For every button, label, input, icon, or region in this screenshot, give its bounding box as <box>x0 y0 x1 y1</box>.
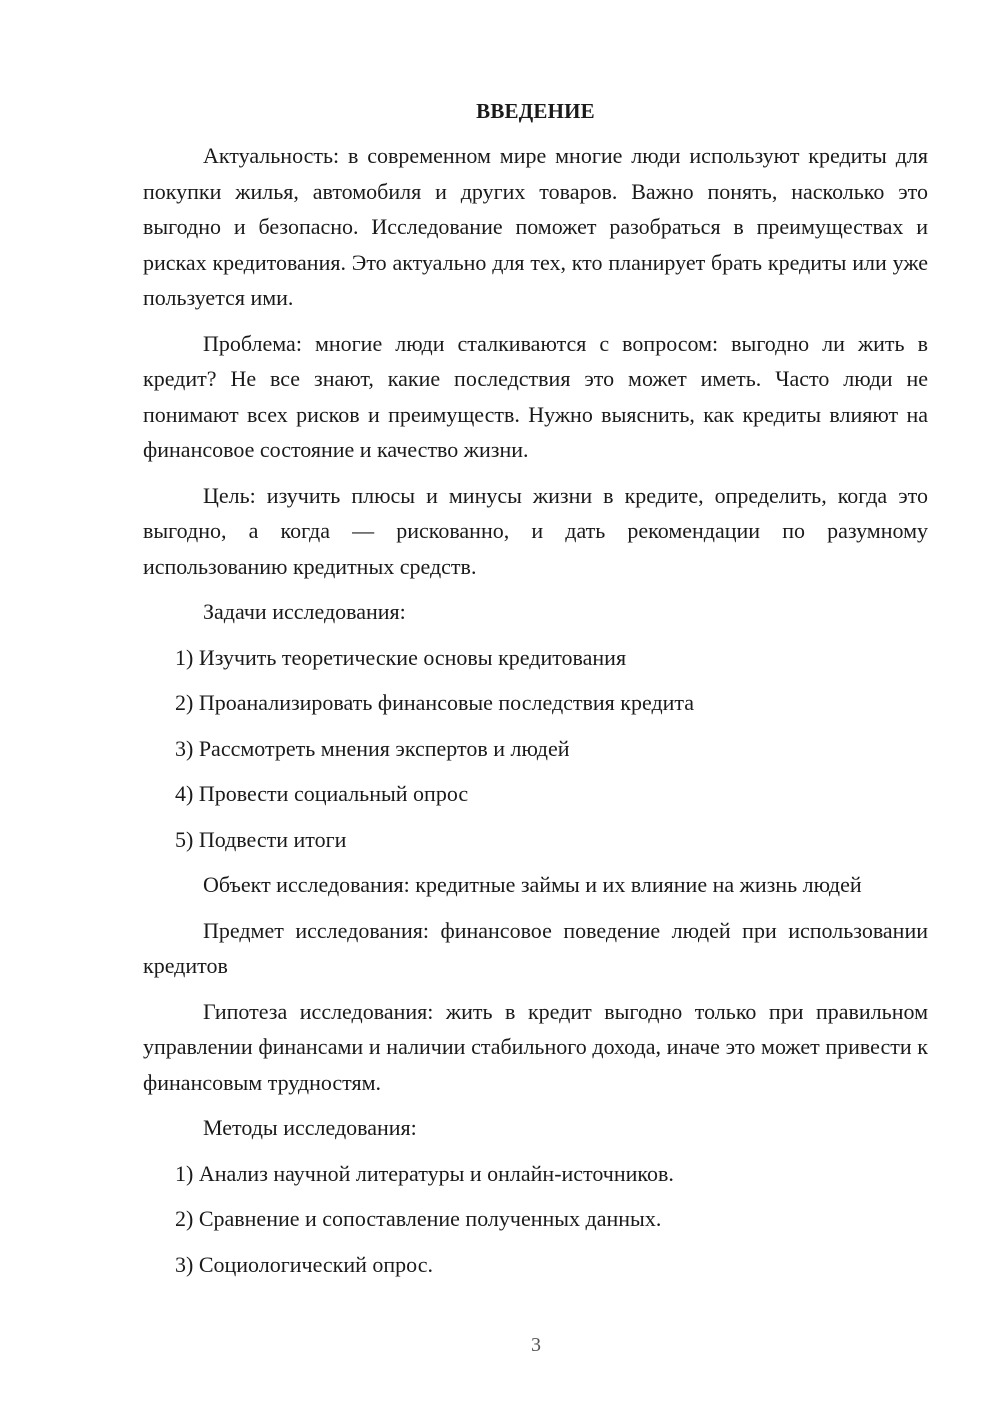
page-title: ВВЕДЕНИЕ <box>476 99 595 123</box>
list-item: 5) Подвести итоги <box>175 826 347 852</box>
subject-paragraph: Предмет исследования: финансовое поведение людей при использовании кредитов <box>143 917 928 978</box>
page-number: 3 <box>531 1334 541 1356</box>
list-item: 1) Изучить теоретические основы кредитования <box>175 644 627 670</box>
list-item: 4) Провести социальный опрос <box>175 781 469 806</box>
list-item: 1) Анализ научной литературы и онлайн-источников. <box>175 1160 674 1186</box>
page-content <box>143 92 928 1282</box>
tasks-heading: Задачи исследования: <box>203 599 406 624</box>
object-paragraph: Объект исследования: кредитные займы и их влияние на жизнь людей <box>203 872 862 897</box>
problem-paragraph: Проблема: многие люди сталкиваются с вопросом: выгодно ли жить в кредит? Не все знают, какие последствия это может иметь. Часто люди не понимают всех рисков и преимуществ. Нужно выяснить, как кредиты влияют на финансовое состояние и качество жизни. <box>143 330 928 462</box>
goal-paragraph: Цель: изучить плюсы и минусы жизни в кредите, определить, когда это выгодно, а когда — рискованно, и дать рекомендации по разумному использованию кредитных средств. <box>143 482 928 579</box>
hypothesis-paragraph: Гипотеза исследования: жить в кредит выгодно только при правильном управлении финансами и наличии стабильного дохода, иначе это может привести к финансовым трудностям. <box>143 998 928 1095</box>
list-item: 2) Проанализировать финансовые последствия кредита <box>175 690 695 715</box>
relevance-paragraph: Актуальность: в современном мире многие люди используют кредиты для покупки жилья, автомобиля и других товаров. Важно понять, насколько это выгодно и безопасно. Исследование поможет разобраться в преимуществах и рисках кредитования. Это актуально для тех, кто планирует брать кредиты или уже пользуется ими. <box>143 143 928 310</box>
methods-heading: Методы исследования: <box>203 1115 417 1140</box>
list-item: 3) Социологический опрос. <box>175 1251 433 1277</box>
list-item: 3) Рассмотреть мнения экспертов и людей <box>175 735 570 761</box>
list-item: 2) Сравнение и сопоставление полученных данных. <box>175 1206 662 1231</box>
methods-list <box>143 1156 928 1283</box>
tasks-list <box>143 640 928 858</box>
